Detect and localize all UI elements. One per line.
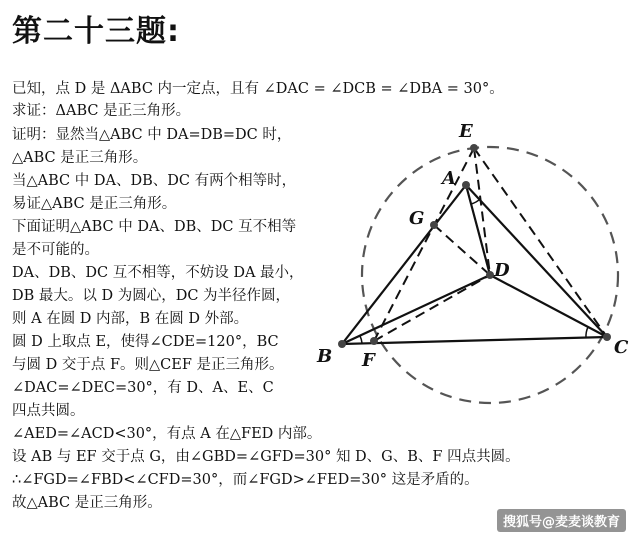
point-f [370, 337, 378, 345]
point-d [486, 271, 494, 279]
label-a: A [442, 168, 456, 189]
point-g [430, 221, 438, 229]
watermark: 搜狐号@麦麦谈教育 [497, 509, 626, 532]
label-b: B [317, 346, 333, 367]
segment-bd [342, 275, 490, 344]
point-b [338, 340, 346, 348]
text-line: ∴∠FGD=∠FBD<∠CFD=30°，而∠FGD>∠FED=30° 这是矛盾的。 [12, 472, 479, 488]
segment-ec [474, 148, 607, 337]
text-line: DA、DB、DC 互不相等，不妨设 DA 最小， [12, 265, 304, 281]
segment-cd [490, 275, 607, 337]
label-d: D [494, 260, 510, 281]
text-line: △ABC 是正三角形。 [12, 150, 148, 166]
text-line: ∠AED=∠ACD<30°，有点 A 在△FED 内部。 [12, 426, 322, 442]
text-line: 已知，点 D 是 ΔABC 内一定点，且有 ∠DAC = ∠DCB = ∠DBA = 30°。 [12, 81, 504, 97]
text-line: 与圆 D 交于点 F。则△CEF 是正三角形。 [12, 357, 284, 373]
text-line: 当△ABC 中 DA、DB、DC 有两个相等时， [12, 173, 297, 189]
label-f: F [362, 350, 375, 371]
text-line: 圆 D 上取点 E，使得∠CDE=120°，BC [12, 334, 279, 350]
text-line: 求证：ΔABC 是正三角形。 [12, 103, 191, 119]
page-title: 第二十三题: [12, 14, 180, 49]
angle-mark-a [471, 199, 480, 204]
label-e: E [459, 121, 473, 142]
text-line: 易证△ABC 是正三角形。 [12, 196, 177, 212]
point-c [603, 333, 611, 341]
segment-bc [342, 337, 607, 344]
text-line: 则 A 在圆 D 内部，B 在圆 D 外部。 [12, 311, 249, 327]
text-line: 是不可能的。 [12, 242, 99, 258]
text-line: 设 AB 与 EF 交于点 G，由∠GBD=∠GFD=30° 知 D、G、B、F 四点共圆。 [12, 449, 520, 465]
angle-mark-b [360, 336, 362, 343]
text-line: 下面证明△ABC 中 DA、DB、DC 互不相等 [12, 219, 297, 235]
label-c: C [614, 337, 629, 358]
label-g: G [409, 208, 425, 229]
segment-gd [434, 225, 490, 275]
segment-ab [342, 185, 466, 344]
point-e [470, 144, 478, 152]
angle-mark-c [586, 327, 588, 338]
text-line: ∠DAC=∠DEC=30°，有 D、A、E、C [12, 380, 274, 396]
text-line: 证明：显然当△ABC 中 DA=DB=DC 时， [12, 127, 292, 143]
text-line: 四点共圆。 [12, 403, 85, 419]
text-line: 故△ABC 是正三角形。 [12, 495, 162, 511]
point-a [462, 181, 470, 189]
text-line: DB 最大。以 D 为圆心，DC 为半径作圆， [12, 288, 291, 304]
